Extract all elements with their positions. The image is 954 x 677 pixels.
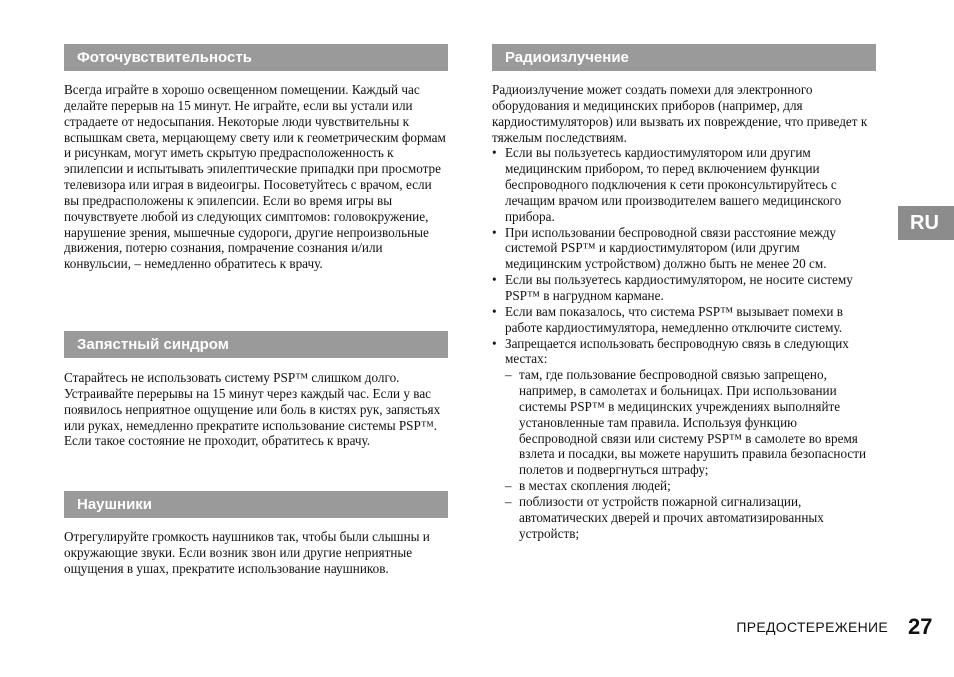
dash-item: – поблизости от устройств пожарной сигнализации, автоматических дверей и прочих автоматизированных устройств; (505, 494, 876, 542)
list-item: • Если вы пользуетесь кардиостимулятором или другим медицинским прибором, то перед включением функции беспроводного подключения к сети проконсультируйтесь с лечащим врачом или производителем вашего медицинского прибора. (492, 145, 876, 224)
section-radio (492, 44, 876, 541)
list-item: • Если вам показалось, что система PSP™ вызывает помехи в работе кардиостимулятора, немедленно отключите систему. (492, 304, 876, 336)
list-item-text: Запрещается использовать беспроводную связь в следующих местах: (505, 335, 849, 367)
list-item (492, 336, 876, 542)
section-body: Всегда играйте в хорошо освещенном помещении. Каждый час делайте перерыв на 15 минут. Не играйте, если вы устали или страдаете от недосыпания. Некоторые люди чувствительны к вспышкам света, мерцающему свету или к геометрическим формам и рисункам, могут иметь скрытую предрасположенность к эпилепсии и испытывать эпилептические припадки при просмотре телевизора или играя в видеоигры. Посоветуйтесь с врачом, если вы предрасположены к эпилепсии. Если во время игры вы почувствуете любой из следующих симптомов: головокружение, нарушение зрения, мышечные судороги, другие непроизвольные движения, потерю сознания, помрачение сознания и/или конвульсии, – немедленно обратитесь к врачу. (64, 82, 446, 272)
list-item: • Если вы пользуетесь кардиостимулятором, не носите систему PSP™ в нагрудном кармане. (492, 272, 876, 304)
list-item: • При использовании беспроводной связи расстояние между системой PSP™ и кардиостимулятором (или другим медицинским устройством) должно быть не менее 20 см. (492, 225, 876, 273)
bullet-list (492, 145, 876, 541)
section-body: Старайтесь не использовать систему PSP™ слишком долго. Устраивайте перерывы на 15 минут через каждый час. Если у вас появилось неприятное ощущение или боль в кистях рук, запястьях или руках, немедленно прекратите использование системы PSP™. Если такое состояние не проходит, обратитесь к врачу. (64, 370, 441, 449)
section-heading: Фоточувствительность (64, 44, 448, 71)
section-heading: Наушники (64, 491, 448, 518)
section-headphones (64, 491, 448, 577)
page-number: 27 (908, 614, 933, 639)
section-photosensitivity (64, 44, 448, 272)
section-heading: Запястный синдром (64, 331, 448, 358)
dash-item: – в местах скопления людей; (505, 478, 876, 494)
section-heading: Радиоизлучение (492, 44, 876, 71)
section-intro: Радиоизлучение может создать помехи для электронного оборудования и медицинских приборов (например, для кардиостимуляторов) или вызвать их повреждение, что приведет к тяжелым последствиям. (492, 82, 868, 145)
section-carpal (64, 331, 448, 449)
language-tab: RU (898, 206, 954, 240)
section-body: Отрегулируйте громкость наушников так, чтобы были слышны и окружающие звуки. Если возник звон или другие неприятные ощущения в ушах, прекратите использование наушников. (64, 529, 430, 576)
footer-label: ПРЕДОСТЕРЕЖЕНИЕ (736, 619, 888, 635)
dash-list (505, 367, 876, 541)
dash-item: – там, где пользование беспроводной связью запрещено, например, в самолетах и больницах. При использовании системы PSP™ в медицинских учреждениях выполняйте установленные там правила. Используя функцию беспроводной связи или систему PSP™ в самолете во время взлета и посадки, вы можете нарушить правила безопасности полетов и подвергнуться штрафу; (505, 367, 876, 478)
